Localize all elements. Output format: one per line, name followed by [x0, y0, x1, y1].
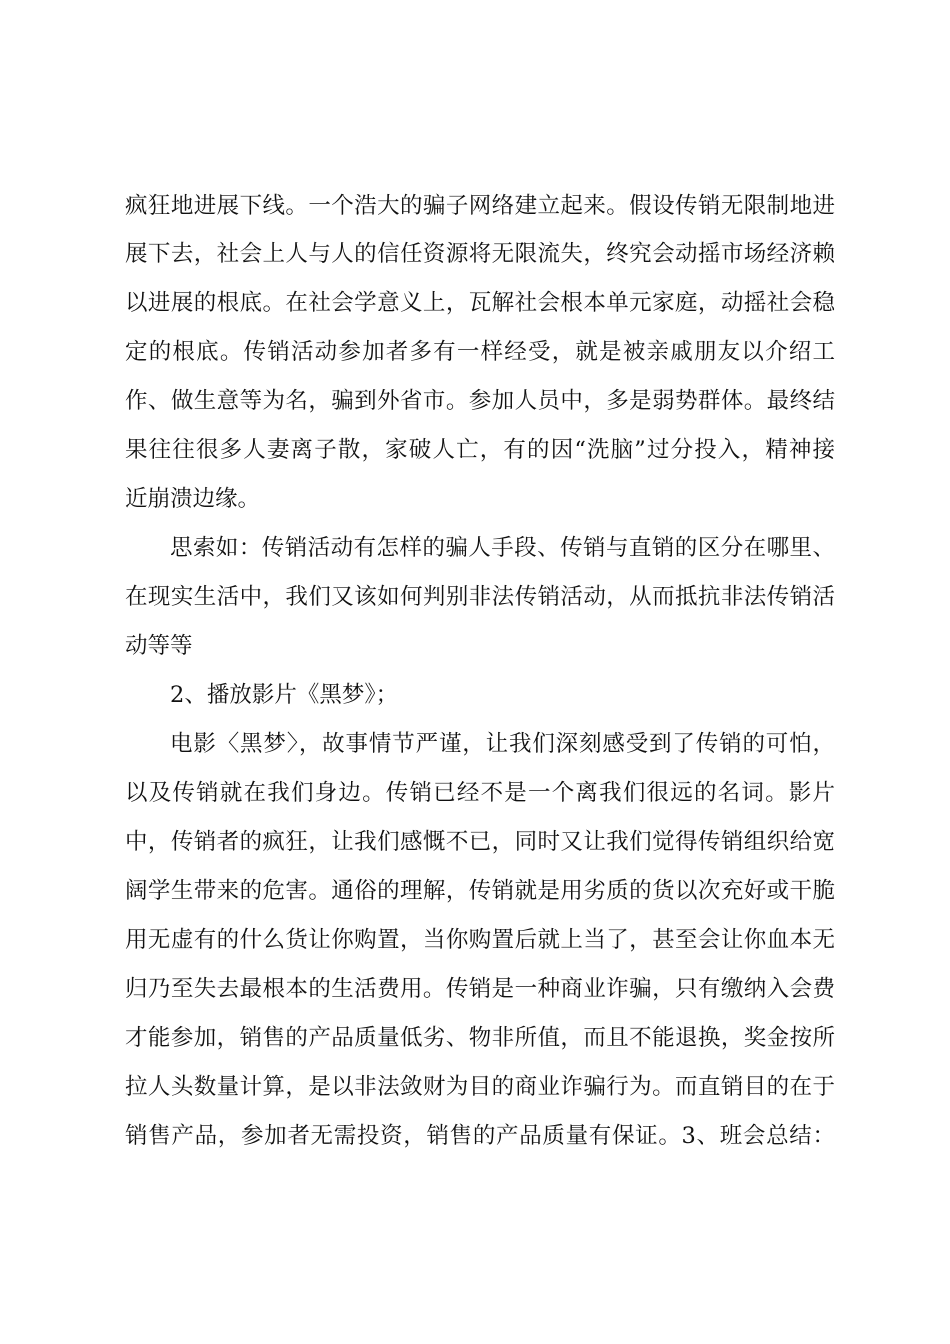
text-line: 展下去，社会上人与人的信任资源将无限流失，终究会动摇市场经济赖: [125, 241, 835, 267]
section-heading: 2、播放影片《黑梦》；: [170, 682, 399, 708]
text-line: 思索如：传销活动有怎样的骗人手段、传销与直销的区分在哪里、: [170, 535, 835, 561]
text-line: 电影〈黑梦〉，故事情节严谨，让我们深刻感受到了传销的可怕，: [170, 731, 835, 757]
text-line: 果往往很多人妻离子散，家破人亡，有的因“洗脑”过分投入，精神接: [125, 437, 835, 463]
text-line: 拉人头数量计算，是以非法敛财为目的商业诈骗行为。而直销目的在于: [125, 1074, 835, 1100]
text-line: 以进展的根底。在社会学意义上，瓦解社会根本单元家庭，动摇社会稳: [125, 290, 835, 316]
text-line: 用无虚有的什么货让你购置，当你购置后就上当了，甚至会让你血本无: [125, 927, 835, 953]
text-line: 疯狂地进展下线。一个浩大的骗子网络建立起来。假设传销无限制地进: [125, 193, 835, 219]
text-line: 定的根底。传销活动参加者多有一样经受，就是被亲戚朋友以介绍工: [125, 339, 835, 365]
text-line: 在现实生活中，我们又该如何判别非法传销活动，从而抵抗非法传销活: [125, 584, 835, 610]
text-line: 归乃至失去最根本的生活费用。传销是一种商业诈骗，只有缴纳入会费: [125, 976, 835, 1002]
text-line: 以及传销就在我们身边。传销已经不是一个离我们很远的名词。影片: [125, 780, 835, 806]
text-line: 动等等: [125, 633, 193, 659]
text-line: 销售产品，参加者无需投资，销售的产品质量有保证。3、班会总结：: [125, 1123, 835, 1149]
text-line: 作、做生意等为名，骗到外省市。参加人员中，多是弱势群体。最终结: [125, 388, 835, 414]
text-line: 才能参加，销售的产品质量低劣、物非所值，而且不能退换，奖金按所: [125, 1025, 835, 1051]
text-line: 阔学生带来的危害。通俗的理解，传销就是用劣质的货以次充好或干脆: [125, 878, 835, 904]
text-line: 中，传销者的疯狂，让我们感慨不已，同时又让我们觉得传销组织给宽: [125, 829, 835, 855]
text-line: 近崩溃边缘。: [125, 486, 261, 512]
